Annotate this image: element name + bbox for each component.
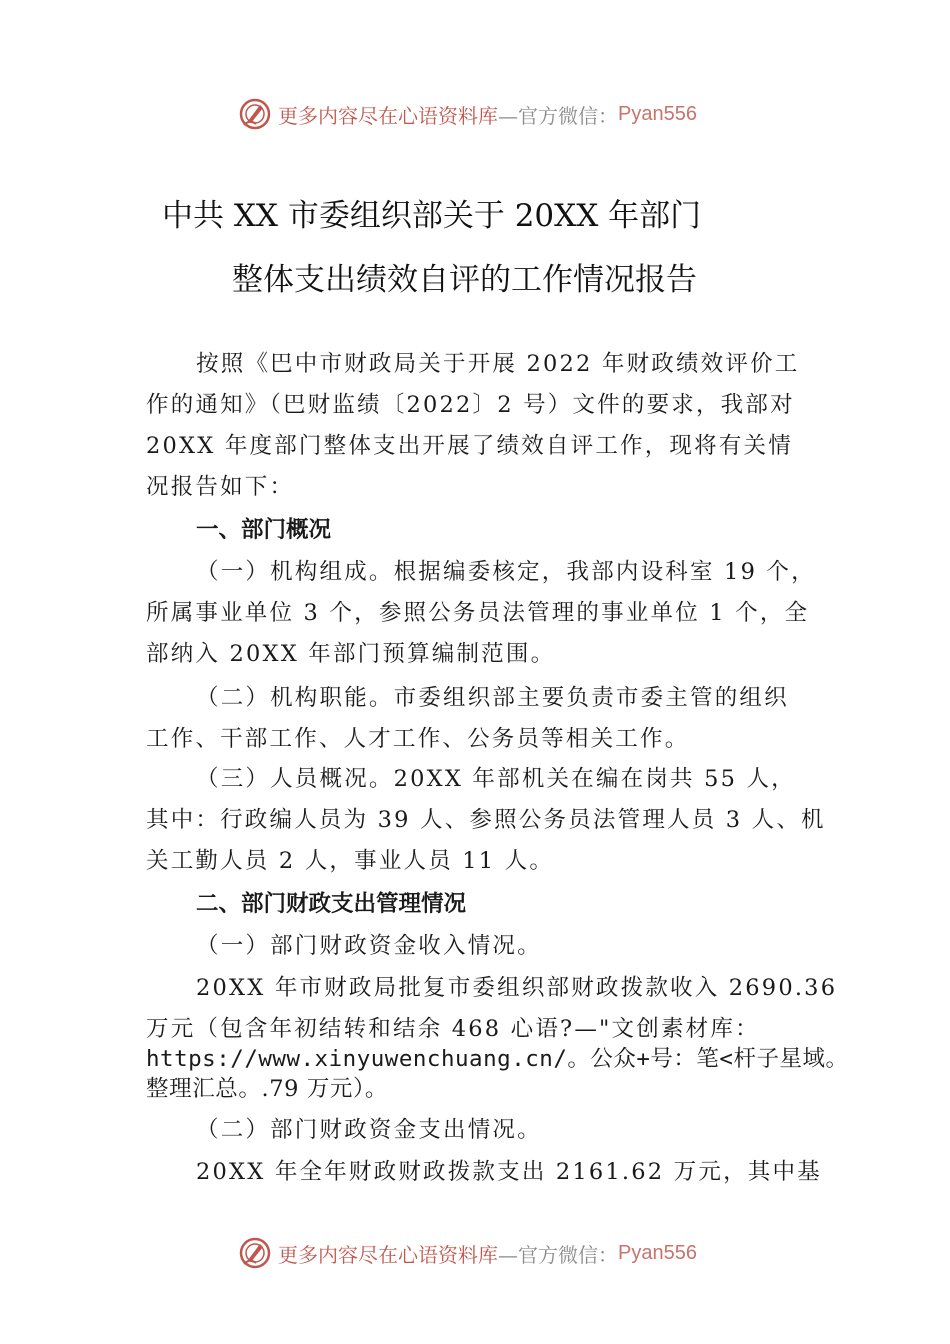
document-title-line2: 整体支出绩效自评的工作情况报告 (232, 262, 697, 298)
subheading-expenditure (146, 1110, 814, 1151)
paragraph-income (146, 968, 838, 1050)
paragraph-expenditure (146, 1152, 822, 1193)
watermark-text-wechat: —官方微信： (498, 103, 618, 128)
text-line: （一）部门财政资金收入情况。 (196, 933, 542, 959)
text-line: （二）机构职能。市委组织部主要负责市委主管的组织 (196, 685, 789, 711)
text-line: 20XX 年度部门整体支出开展了绩效自评工作，现将有关情 (146, 433, 793, 459)
section-heading-2: 二、部门财政支出管理情况 (196, 891, 467, 917)
paragraph-income-continued (146, 1044, 849, 1104)
watermark-banner-bottom (238, 1233, 697, 1273)
document-title-line1: 中共 XX 市委组织部关于 20XX 年部门 (162, 198, 702, 234)
seal-logo-icon (238, 1236, 272, 1270)
text-line: 20XX 年全年财政财政拨款支出 2161.62 万元，其中基 (196, 1159, 822, 1185)
text-line: 所属事业单位 3 个，参照公务员法管理的事业单位 1 个，全 (146, 600, 810, 626)
text-line: （三）人员概况。20XX 年部机关在编在岗共 55 人， (196, 766, 796, 792)
text-line: （二）部门财政资金支出情况。 (196, 1117, 542, 1143)
paragraph-staff-overview (146, 759, 826, 882)
watermark-text-id: Pyan556 (618, 102, 697, 125)
text-line: 部纳入 20XX 年部门预算编制范围。 (146, 641, 556, 667)
watermark-banner-top (238, 94, 697, 134)
watermark-text-wechat: —官方微信： (498, 1242, 618, 1267)
seal-logo-icon (238, 97, 272, 131)
text-line: 况报告如下： (146, 474, 295, 500)
subheading-income (146, 926, 814, 967)
watermark-text-id: Pyan556 (618, 1241, 697, 1264)
text-line: 万元（包含年初结转和结余 468 心语?—"文创素材库： (146, 1016, 760, 1042)
watermark-text-library: 更多内容尽在心语资料库 (278, 1242, 498, 1267)
text-line: 整理汇总。.79 万元）。 (146, 1076, 388, 1102)
text-line: （一）机构组成。根据编委核定，我部内设科室 19 个， (196, 559, 816, 585)
watermark-text-library: 更多内容尽在心语资料库 (278, 103, 498, 128)
text-line: https://www.xinyuwenchuang.cn/。公众+号：笔<杆子星域。 (146, 1046, 849, 1072)
paragraph-org-functions (146, 678, 814, 760)
paragraph-org-structure (146, 552, 814, 675)
section-heading-1: 一、部门概况 (196, 517, 332, 543)
text-line: 按照《巴中市财政局关于开展 2022 年财政绩效评价工 (196, 351, 800, 377)
text-line: 工作、干部工作、人才工作、公务员等相关工作。 (146, 726, 690, 752)
text-line: 其中：行政编人员为 39 人、参照公务员法管理人员 3 人、机 (146, 807, 826, 833)
text-line: 作的通知》（巴财监绩〔2022〕2 号）文件的要求，我部对 (146, 392, 795, 418)
text-line: 关工勤人员 2 人，事业人员 11 人。 (146, 848, 555, 874)
intro-paragraph (146, 344, 814, 508)
text-line: 20XX 年市财政局批复市委组织部财政拨款收入 2690.36 (196, 975, 838, 1001)
